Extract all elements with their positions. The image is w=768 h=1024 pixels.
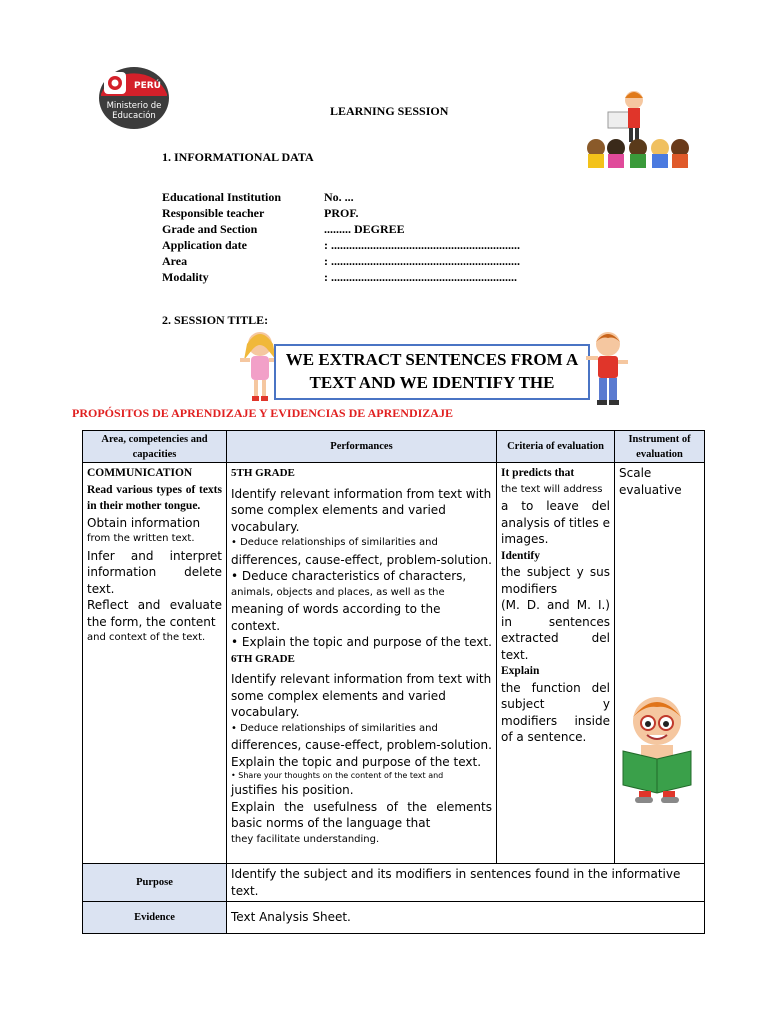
capacity-3b: and context of the text. [87, 632, 206, 643]
logo-ministry-line2: Educación [112, 111, 156, 121]
grade-5-item-6: meaning of words according to the context. [231, 602, 441, 633]
grade-6-item-3: differences, cause-effect, problem-solution. [231, 738, 492, 752]
grade-5-item-7: • Explain the topic and purpose of the text. [231, 635, 492, 649]
grade-5-item-3: differences, cause-effect, problem-solution. [231, 552, 492, 567]
area-name: COMMUNICATION [87, 467, 193, 479]
capacity-2: Infer and interpret information delete text. [87, 548, 222, 596]
info-value: No. ... [324, 190, 354, 204]
competencies-cell [83, 463, 227, 864]
criterion-1-title: It predicts that [501, 467, 575, 479]
info-value: : ............................................................... [324, 254, 520, 268]
grade-6-item-5: • Share your thoughts on the content of the text and [231, 771, 444, 780]
criterion-2-line: the subject y sus modifiers [501, 565, 610, 596]
logo-country: PERÚ [134, 81, 161, 91]
criterion-2-detail: (M. D. and M. I.) in sentences extracted del text. [501, 598, 610, 662]
instrument-cell [615, 463, 705, 864]
session-title-line2: TEXT AND WE IDENTIFY THE [309, 373, 555, 392]
teacher-children-illustration [582, 88, 692, 172]
logo-ministry-line1: Ministerio de [106, 101, 162, 111]
criterion-3-title: Explain [501, 665, 540, 677]
capacity-3a: Reflect and evaluate the form, the content [87, 598, 222, 629]
info-label: Responsible teacher [162, 206, 265, 220]
session-title-heading: 2. SESSION TITLE: [162, 313, 269, 327]
header-area-competencies: Area, competencies and capacities [83, 431, 227, 463]
ministry-logo [98, 66, 170, 130]
boy-reading-book-illustration [619, 693, 695, 805]
info-label: Area [162, 254, 188, 268]
learning-purposes-heading: PROPÓSITOS DE APRENDIZAJE Y EVIDENCIAS DE APRENDIZAJE [72, 406, 453, 420]
grade-6-item-6: justifies his position. [231, 783, 354, 797]
grade-5-item-1: Identify relevant information from text with some complex elements and varied vocabulary. [231, 486, 492, 534]
session-title-box [274, 344, 590, 400]
document-title: LEARNING SESSION [330, 104, 449, 118]
grade-5-heading: 5TH GRADE [231, 467, 295, 479]
info-label: Grade and Section [162, 222, 258, 236]
informational-data-heading: 1. INFORMATIONAL DATA [162, 150, 314, 164]
grade-5-item-4: • Deduce characteristics of characters, [231, 569, 467, 583]
capacity-1b: from the written text. [87, 533, 195, 544]
criterion-2-title: Identify [501, 549, 540, 562]
criterion-3-detail: the function del subject y modifiers inside of a sentence. [501, 680, 610, 744]
grade-6-heading: 6TH GRADE [231, 652, 295, 665]
grade-6-item-7: Explain the usefulness of the elements basic norms of the language that [231, 799, 492, 830]
info-value: : .............................................................. [324, 270, 517, 284]
instrument-line-1: Scale [619, 466, 652, 480]
info-value: PROF. [324, 206, 359, 220]
info-label: Educational Institution [162, 190, 282, 204]
info-value: : ............................................................... [324, 238, 520, 252]
boy-illustration [586, 330, 630, 408]
info-label: Application date [162, 238, 248, 252]
session-title-line1: WE EXTRACT SENTENCES FROM A [285, 350, 579, 369]
learning-session-table [82, 430, 705, 934]
criterion-1-detail: a to leave del analysis of titles e images. [501, 499, 610, 546]
info-value: ......... DEGREE [324, 222, 405, 236]
evidence-text: Text Analysis Sheet. [227, 902, 705, 934]
criteria-cell [497, 463, 615, 864]
header-criteria: Criteria of evaluation [497, 431, 615, 463]
grade-5-item-5: animals, objects and places, as well as the [231, 586, 445, 598]
criterion-1-line: the text will address [501, 483, 603, 495]
header-instrument: Instrument of evaluation [615, 431, 705, 463]
competency-text: Read various types of texts in their mother tongue. [87, 483, 222, 512]
grade-6-item-4: Explain the topic and purpose of the text. [231, 754, 482, 769]
grade-6-item-8: they facilitate understanding. [231, 833, 380, 845]
grade-5-item-2: • Deduce relationships of similarities and [231, 537, 438, 548]
grade-6-item-1: Identify relevant information from text with some complex elements and varied vocabulary. [231, 672, 492, 719]
performances-cell [227, 463, 497, 864]
grade-6-item-2: • Deduce relationships of similarities and [231, 722, 438, 734]
info-label: Modality [162, 270, 209, 284]
purpose-text: Identify the subject and its modifiers in sentences found in the informative text. [227, 864, 705, 902]
instrument-line-2: evaluative [619, 482, 682, 497]
purpose-label: Purpose [83, 864, 227, 902]
evidence-label: Evidence [83, 902, 227, 934]
capacity-1a: Obtain information [87, 515, 201, 530]
header-performances: Performances [227, 431, 497, 463]
